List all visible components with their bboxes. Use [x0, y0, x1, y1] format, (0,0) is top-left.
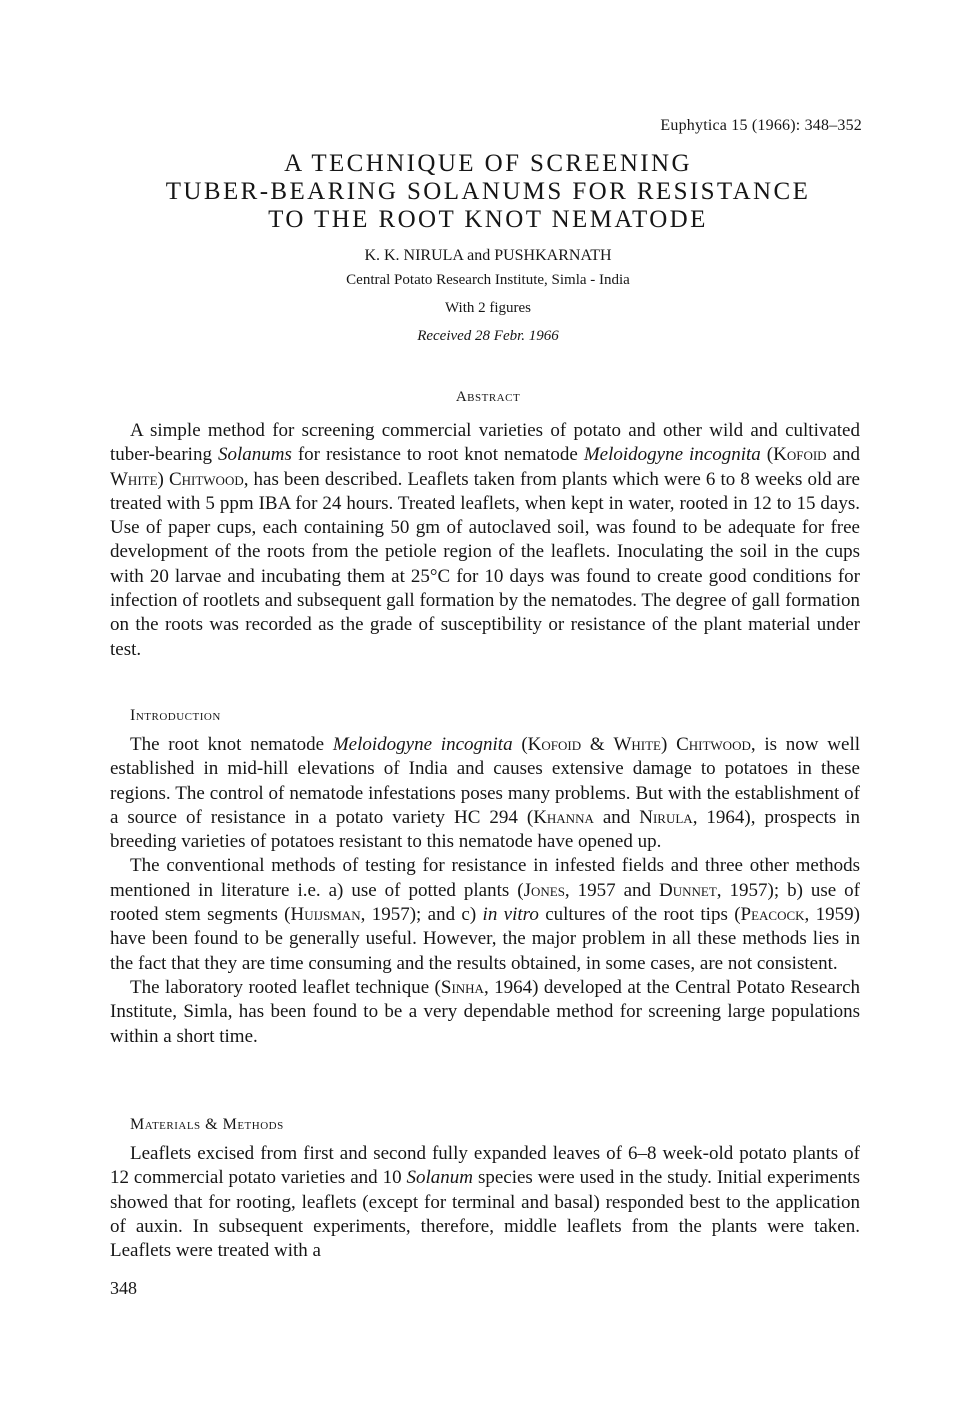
- author-citation: White: [110, 468, 158, 490]
- taxon-name: Solanums: [217, 444, 292, 466]
- abstract-paragraph: A simple method for screening commercial varieties of potato and other wild and cultivated tuber-bearing Solanums for resistance to root knot nematode Meloidogyne incognita (Kofoid and White) Chitwood, has been described. Leaflets taken from plants which were 6 to 8 weeks old are treated with 5 ppm IBA for 24 hours. Treated leaflets, when kept in water, rooted in 12 to 15 days. Use of paper cups, each containing 50 gm of autoclaved soil, was found to be adequate for free development of the roots from the petiole region of the leaflets. Inoculating the soil in the cups with 20 larvae and incubating them at 25°C for 10 days was found to create good conditions for infection of rootlets and subsequent gall formation by the nematodes. The degree of gall formation on the roots was recorded as the grade of susceptibility or resistance of the plant material under test.: [110, 420, 860, 660]
- author-citation: Huijsman: [290, 904, 361, 926]
- methods-paragraph: Leaflets excised from first and second fully expanded leaves of 6–8 week-old potato plants of 12 commercial potato varieties and 10 Solanum species were used in the study. Initial experiments showed that for rooting, leaflets (except for terminal and basal) responded best to the application of auxin. In subsequent experiments, therefore, middle leaflets from the plants were taken. Leaflets were treated with a: [110, 1143, 860, 1262]
- authors: K. K. NIRULA and PUSHKARNATH: [364, 247, 612, 264]
- title-line-1: A TECHNIQUE OF SCREENING: [284, 150, 692, 177]
- author-citation: Chitwood: [676, 734, 751, 755]
- author-citation: White: [613, 734, 661, 755]
- introduction-paragraph-2: The conventional methods of testing for resistance in infested fields and three other methods mentioned in literature i.e. a) use of potted plants (Jones, 1957 and Dunnet, 1957); b) use of rooted stem segments (Huijsman, 1957); and c) in vitro cultures of the root tips (Peacock, 1959) have been found to be generally useful. However, the major problem in all these methods lies in the fact that they are time consuming and the results obtained, in some cases, are not consistent.: [110, 855, 860, 974]
- author-citation: Sinha: [440, 976, 484, 998]
- introduction-heading: Introduction: [130, 707, 221, 724]
- page-number: 348: [110, 1278, 137, 1298]
- author-citation: Peacock: [740, 904, 805, 926]
- affiliation: Central Potato Research Institute, Simla - India: [346, 272, 630, 288]
- author-citation: Kofoid: [773, 444, 827, 466]
- abstract-body: [110, 419, 860, 662]
- abstract-heading: Abstract: [455, 389, 521, 405]
- title-line-2: TUBER-BEARING SOLANUMS FOR RESISTANCE: [165, 178, 811, 205]
- author-citation: Jones: [523, 879, 565, 901]
- methods-heading: Materials & Methods: [130, 1116, 284, 1133]
- introduction-body: [110, 733, 860, 1049]
- latin-term: in vitro: [482, 904, 539, 926]
- title-line-3: TO THE ROOT KNOT NEMATODE: [268, 206, 708, 233]
- taxon-name: Solanum: [406, 1167, 474, 1189]
- journal-reference: Euphytica 15 (1966): 348–352: [660, 117, 862, 134]
- author-citation: Dunnet: [659, 879, 717, 901]
- introduction-paragraph-3: The laboratory rooted leaflet technique (Sinha, 1964) developed at the Central Potato Research Institute, Simla, has been found to be a very dependable method for screening large populations within a short time.: [110, 976, 861, 1047]
- methods-body: [110, 1142, 860, 1263]
- paper-title: [0, 150, 976, 234]
- received-date: Received 28 Febr. 1966: [417, 328, 559, 344]
- introduction-paragraph-1: The root knot nematode Meloidogyne incognita (Kofoid & White) Chitwood, is now well established in mid-hill elevations of India and causes extensive damage to potatoes in these regions. The control of nematode infestations poses many problems. But with the establishment of a source of resistance in a potato variety HC 294 (Khanna and Nirula, 1964), prospects in breeding varieties of potatoes resistant to this nematode have opened up.: [110, 734, 860, 853]
- species-name: Meloidogyne incognita: [583, 444, 761, 466]
- author-citation: Nirula: [639, 806, 693, 828]
- figures-note: With 2 figures: [444, 300, 532, 316]
- author-citation: Khanna: [533, 806, 594, 828]
- species-name: Meloidogyne incognita: [332, 734, 513, 755]
- author-citation: Chitwood: [168, 468, 244, 490]
- author-citation: Kofoid: [527, 734, 582, 755]
